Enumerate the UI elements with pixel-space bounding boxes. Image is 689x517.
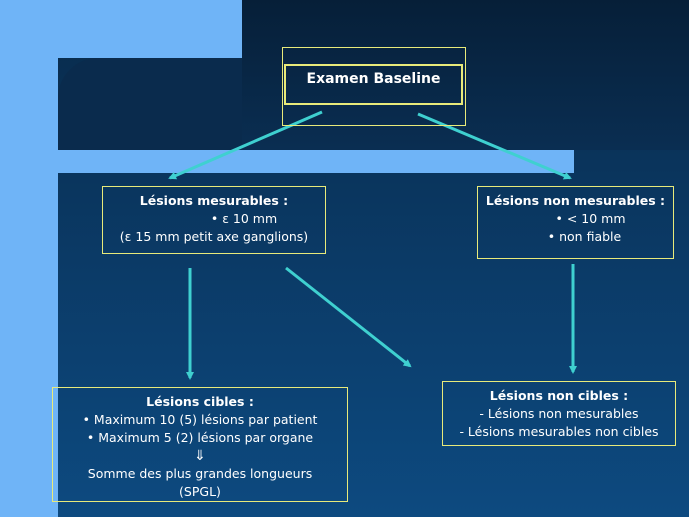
non-cibles-title: Lésions non cibles : xyxy=(489,388,629,403)
mesurables-box xyxy=(102,186,326,254)
cibles-line1: • Maximum 10 (5) lésions par patient xyxy=(82,412,318,427)
non-mesurables-title: Lésions non mesurables : xyxy=(485,193,666,208)
non-mesurables-line1: • < 10 mm xyxy=(555,211,626,226)
baseline-box xyxy=(284,64,463,105)
mesurables-line1: • ε 10 mm xyxy=(210,211,278,226)
baseline-title: Examen Baseline xyxy=(306,71,441,87)
non-mesurables-line2: • non fiable xyxy=(547,229,622,244)
non-cibles-box xyxy=(442,381,676,446)
down-arrow-icon: ⇓ xyxy=(194,448,206,464)
mesurables-line2: (ε 15 mm petit axe ganglions) xyxy=(119,229,309,244)
non-cibles-line2: - Lésions mesurables non cibles xyxy=(459,424,659,439)
non-mesurables-box xyxy=(477,186,674,259)
cibles-line3: Somme des plus grandes longueurs xyxy=(87,466,313,481)
cibles-title: Lésions cibles : xyxy=(146,394,254,409)
mesurables-title: Lésions mesurables : xyxy=(139,193,289,208)
cibles-line2: • Maximum 5 (2) lésions par organe xyxy=(86,430,314,445)
cibles-line4: (SPGL) xyxy=(179,484,221,499)
non-cibles-line1: - Lésions non mesurables xyxy=(479,406,639,421)
arrow-mesurables-to-non-cibles xyxy=(286,268,410,366)
cibles-box xyxy=(52,387,348,502)
